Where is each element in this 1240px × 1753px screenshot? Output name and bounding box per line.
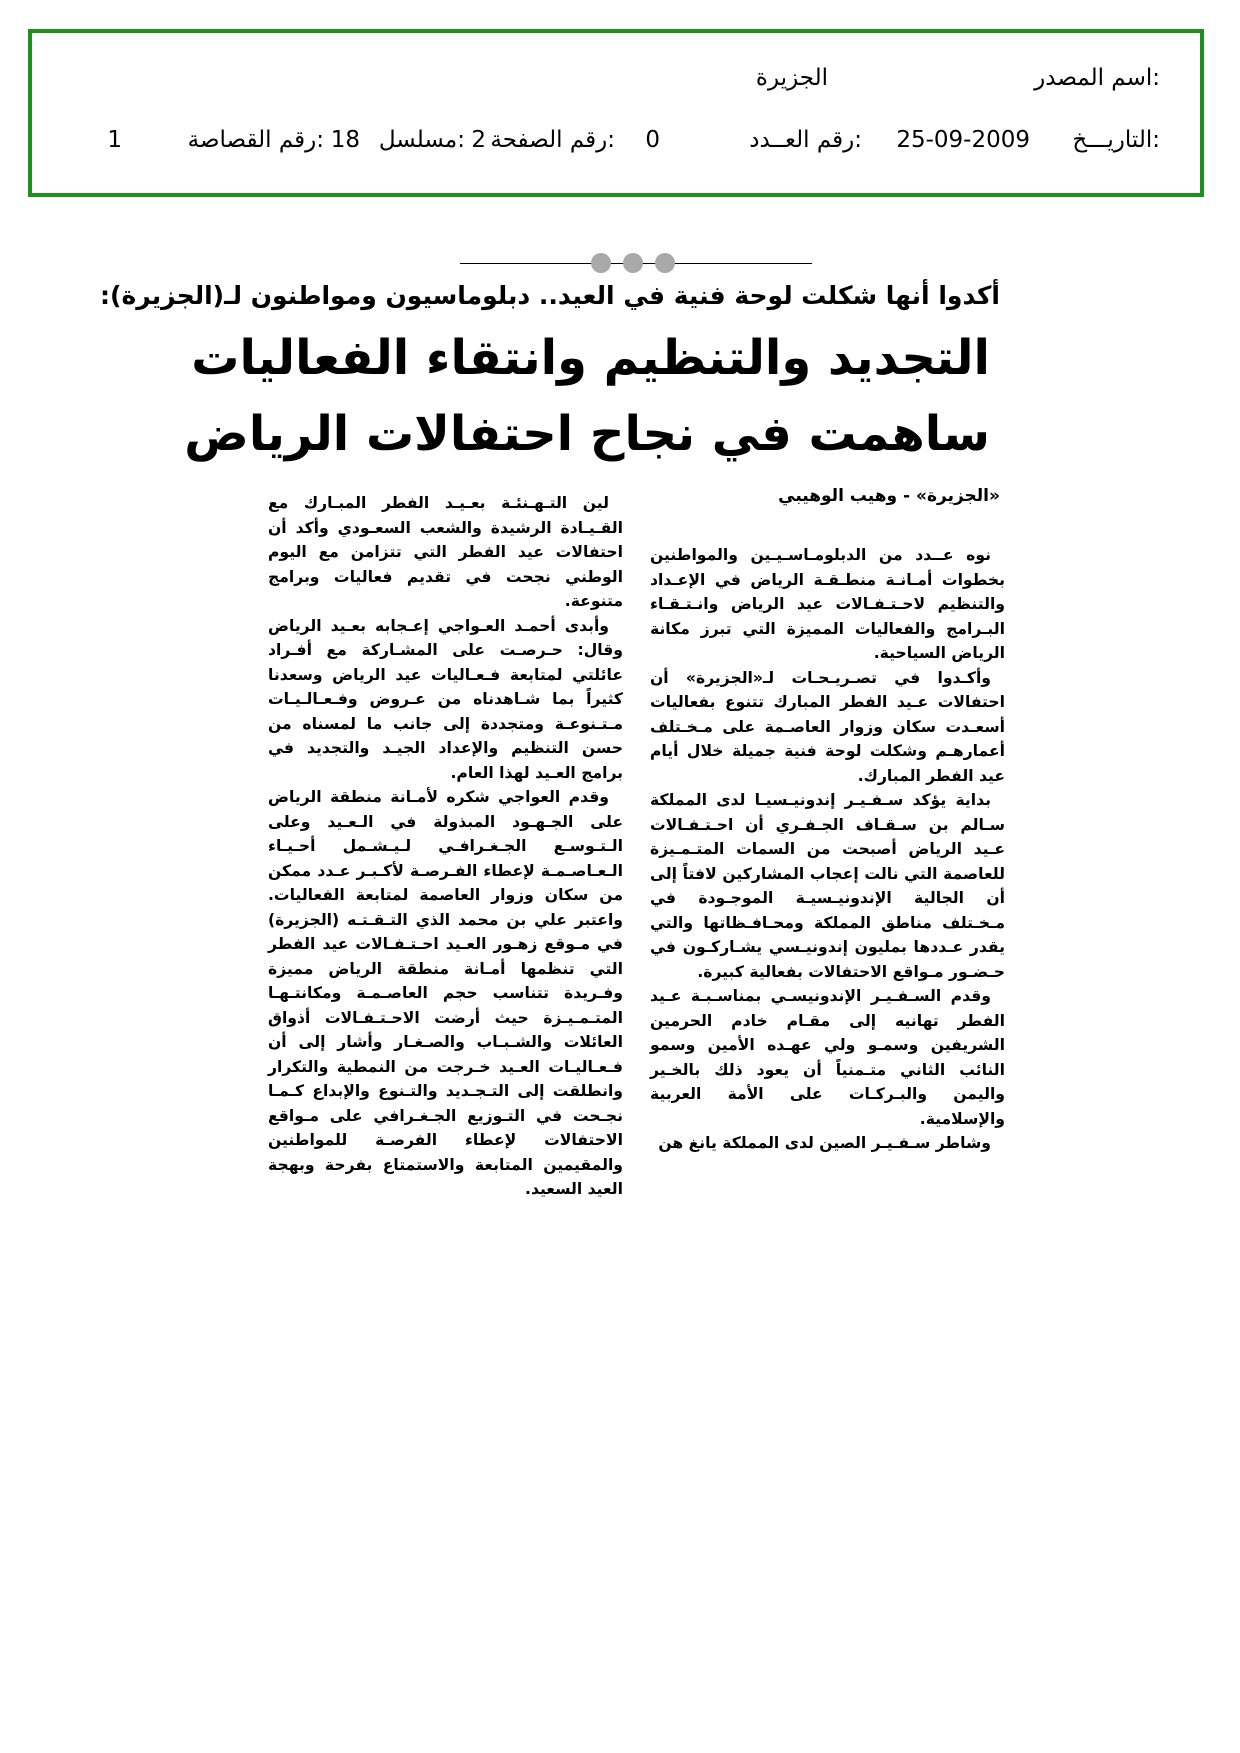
headline-line-1: التجديد والتنظيم وانتقاء الفعاليات: [191, 330, 990, 386]
source-info-box: [28, 29, 1204, 197]
headline-line-2: ساهمت في نجاح احتفالات الرياض: [184, 406, 990, 462]
serial-label: مسلسل:: [378, 127, 465, 153]
article-column-right: [650, 543, 1005, 1156]
source-label: اسم المصدر:: [1034, 65, 1160, 91]
clip-value: 1: [107, 127, 122, 153]
paragraph: نوه عــدد من الدبلومـاسـيـين والمواطنين بخطوات أمـانـة منطـقـة الرياض في الإعـداد والتنظيم لاحـتـفـالات عيد الرياض وانـتـقـاء البـرامج والفعاليات المميزة التي تبرز مكانة الرياض السياحية.: [650, 546, 1005, 662]
paragraph: بداية يؤكد سـفـيـر إندونيـسيـا لدى المملكة سـالم بن سـقـاف الجـفـري أن احـتـفـالات عـيد الرياض أصبحت من السمات المتـمـيزة للعاصمة التي نالت إعجاب المشاركين لافتاً إلى أن الجالية الإندونيـسيـة الموجـودة في مـخـتلف مناطق المملكة ومحـافـظاتها والتي يقدر عـددها بمليون إندونيـسي يشـاركـون في حـضـور مـواقع الاحتفالات بفعالية كبيرة.: [650, 791, 1005, 981]
page-value: 2: [471, 127, 486, 153]
issue-value: 0: [645, 127, 660, 153]
article-kicker: أكدوا أنها شكلت لوحة فنية في العيد.. دبلوماسيون ومواطنون لـ(الجزيرة):: [100, 281, 1000, 310]
issue-label: رقم العــدد:: [749, 127, 862, 153]
article-byline: «الجزيرة» - وهيب الوهيبي: [778, 486, 1000, 506]
dot-icon: [623, 253, 643, 273]
paragraph: وقدم العواجي شكره لأمـانة منطقة الرياض على الجـهـود المبذولة في الـعـيد وعلى الـتـوسـع الجـغـرافـي لـيـشـمل أحـيـاء الـعـاصـمـة لإعطاء الفـرصـة لأكـبـر عـدد ممكن من سكان وزوار العاصمة لمتابعة الفعاليات. واعتبر علي بن محمد الذي التـقـتـه (الجزيرة) في مـوقع زهـور العـيد احـتـفـالات عيد الفطر التي تنظمها أمـانة منطقة الرياض مميزة وفـريدة تتناسب حجم العاصـمـة ومكانتـهـا المتـمـيـزة حيث أرضت الاحـتـفـالات أذواق العائلات والشـبـاب والصـغـار وأشار إلى أن فـعـاليـات العـيد خـرجت من النمطية والتكرار وانطلقت إلى التـجـديد والتـنوع والإبداع كـمـا نجـحت في التـوزيع الجـغـرافي على مـواقع الاحتفالات لإعطاء الفرصـة للمواطنين والمقيمين المتابعة والاستمتاع بفرحة وبهجة العيد السعيد.: [268, 788, 623, 1198]
article-column-left: [268, 491, 623, 1202]
serial-value: 18: [330, 127, 360, 153]
paragraph: وأكـدوا في تصـريـحـات لـ«الجزيرة» أن احتفالات عـيد الفطر المبارك تتنوع بفعاليات أسعـدت سكان وزوار العاصـمة على مـخـتلف أعمارهـم وشكلت لوحة فنية جميلة خلال أيام عيد الفطر المبارك.: [650, 668, 1005, 785]
paragraph: وشاطر سـفـيـر الصين لدى المملكة يانغ هن: [658, 1134, 991, 1152]
page-label: رقم الصفحة:: [490, 127, 615, 153]
dot-icon: [591, 253, 611, 273]
dot-icon: [655, 253, 675, 273]
source-value: الجزيرة: [755, 65, 828, 91]
date-value: 25-09-2009: [896, 127, 1030, 153]
date-label: التاريـــخ:: [1072, 127, 1160, 153]
paragraph: لين التـهـنئـة بعـيـد الفطر المبـارك مع القـيـادة الرشيدة والشعب السعـودي وأكد أن احتفالات عيد الفطر التي تتزامن مع اليوم الوطني نجحت في تقديم فعاليات وبرامج متنوعة.: [268, 494, 623, 610]
paragraph: وأبدى أحمـد العـواجي إعـجابه بعـيد الرياض وقال: حـرصـت على المشـاركة مع أفـراد عائلتي لمتابعة فـعـاليات عيد الرياض وسعدنا كثيراً بما شـاهدناه من عـروض وفـعـالـيـات مـتـنوعـة ومتجددة إلى جانب ما لمسناه من حسن التنظيم والإعداد الجيـد والتجديد في برامج العـيد لهذا العام.: [268, 616, 623, 782]
paragraph: وقدم السـفـيـر الإندونيسـي بمناسـبـة عـيد الفطر تهانيه إلى مقـام خادم الحرمين الشريفين وسمـو ولي عهـده الأمين وسمو النائب الثاني متـمنياً أن يعود ذلك بالخـير واليمن والبـركـات على الأمة العربية والإسلامية.: [650, 987, 1005, 1128]
clip-label: رقم القصاصة:: [187, 127, 324, 153]
